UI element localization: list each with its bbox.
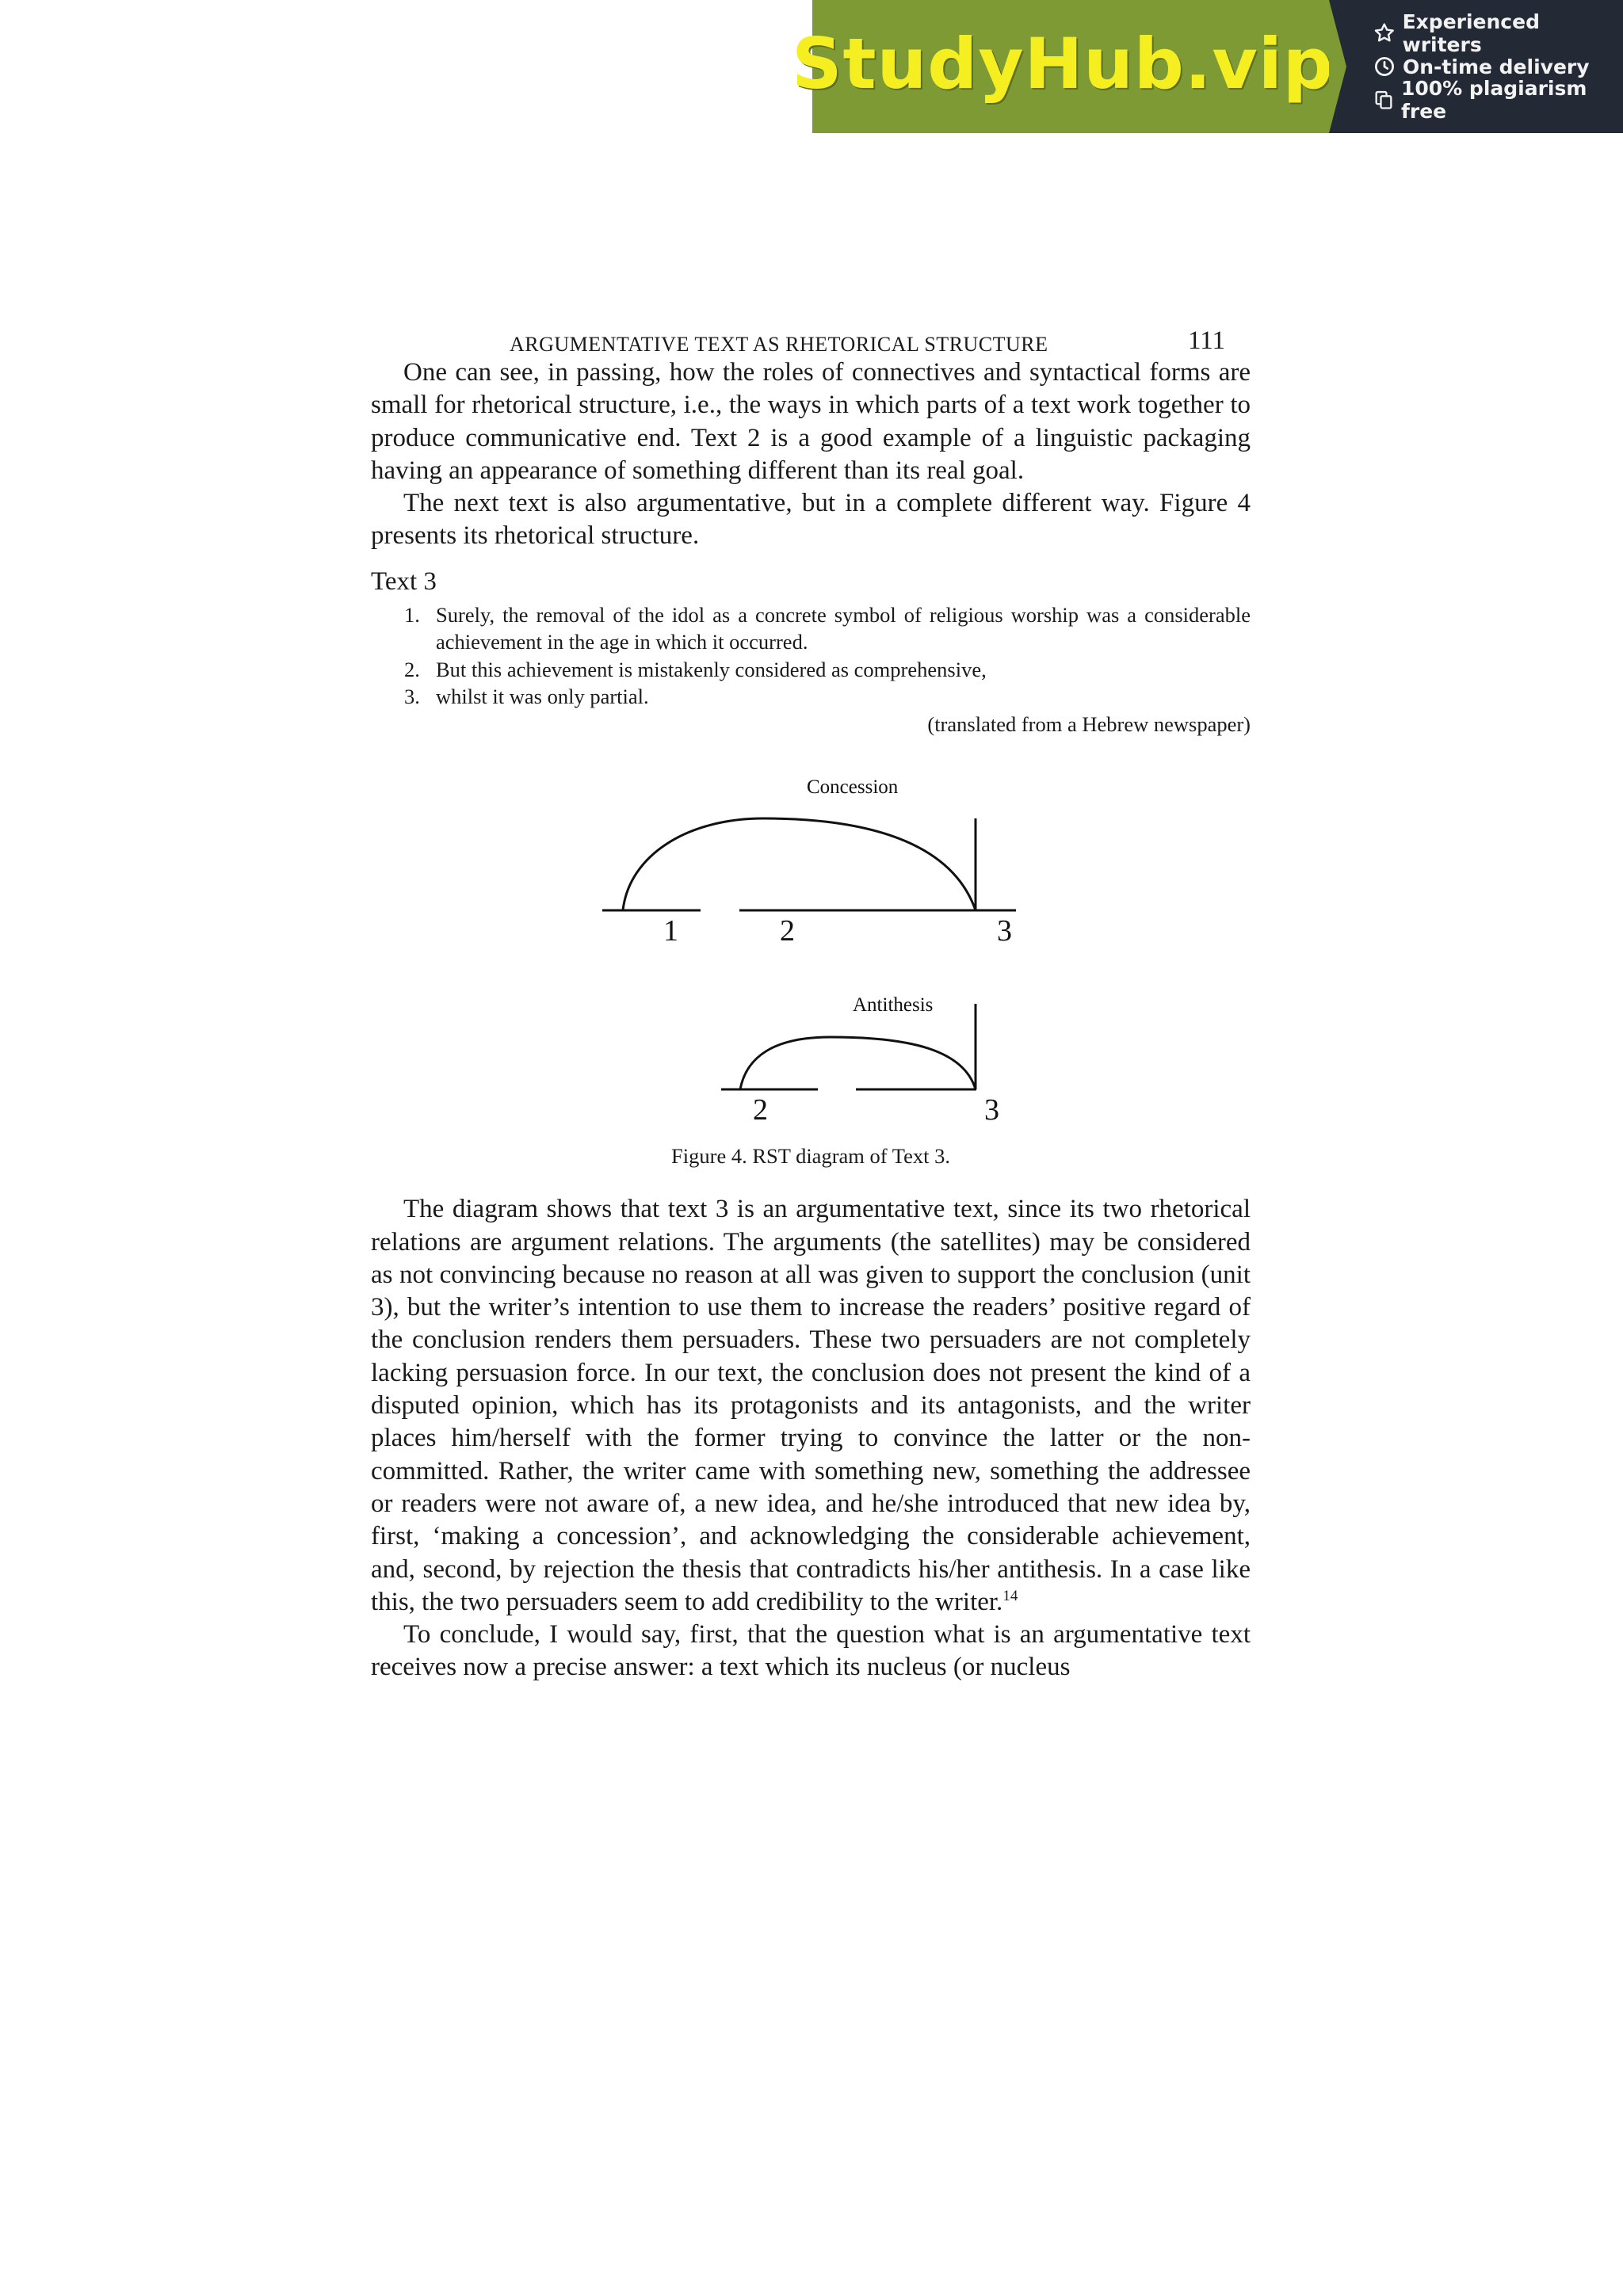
text3-unit bbox=[371, 656, 1251, 684]
text3-unit bbox=[371, 601, 1251, 656]
copy-icon bbox=[1373, 88, 1395, 112]
unit-number: 1. bbox=[404, 602, 420, 627]
concession-arc bbox=[623, 818, 976, 910]
paragraph bbox=[371, 1193, 1251, 1619]
unit-text: whilst it was only partial. bbox=[436, 685, 649, 709]
unit-label-2-bottom: 2 bbox=[753, 1093, 768, 1127]
unit-number: 3. bbox=[404, 685, 420, 709]
antithesis-label: Antithesis bbox=[853, 994, 934, 1016]
studyhub-logo[interactable]: StudyHub.vip bbox=[792, 22, 1334, 105]
feature-label: Experienced writers bbox=[1402, 10, 1540, 56]
paragraph: The next text is also argumentative, but in a complete different way. Figure 4 presents its rhetorical structure. bbox=[371, 489, 1251, 551]
text3-heading: Text 3 bbox=[371, 566, 437, 596]
unit-label-2: 2 bbox=[780, 914, 795, 948]
feature-experienced-writers bbox=[1373, 10, 1623, 56]
figure-caption: Figure 4. RST diagram of Text 3. bbox=[671, 1144, 950, 1169]
text3-unit bbox=[371, 683, 1251, 711]
concession-label: Concession bbox=[807, 776, 899, 799]
text3-units bbox=[371, 601, 1251, 711]
paragraph-text: The diagram shows that text 3 is an argumentative text, since its two rhetorical relations are argument relations. The arguments (the satellites) may be considered as not convincing because no reason at all was given to support the conclusion (unit 3), but the writer’s intention to use them to increase the readers’ positive regard of the conclusion renders them persuaders. These two persuaders are not completely lacking persuasion force. In our text, the conclusion does not present the kind of a disputed opinion, which has its protagonists and its antagonists, and the writer places him/herself with the former trying to convince the latter or the non-committed. Rather, the writer came with something new, something the addressee or readers were not aware of, a new idea, and he/she introduced that new idea by, first, ‘making a concession’, and acknowledging the considerable achievement, and, second, by rejection the thesis that contradicts his/her antithesis. In a case like this, the two persuaders seem to add credibility to the writer. bbox=[371, 1195, 1251, 1616]
feature-plagiarism-free bbox=[1373, 77, 1623, 123]
footnote-ref[interactable]: 14 bbox=[1002, 1587, 1018, 1604]
running-header bbox=[371, 317, 1251, 357]
unit-label-1: 1 bbox=[663, 914, 678, 948]
rst-diagram-figure bbox=[371, 746, 1251, 1193]
feature-label: 100% plagiarism free bbox=[1400, 77, 1587, 123]
document-page bbox=[371, 317, 1251, 1684]
rst-diagram bbox=[371, 746, 1251, 1142]
page-number: 111 bbox=[1187, 326, 1225, 355]
paragraph: To conclude, I would say, first, that the question what is an argumentative text receives now a precise answer: a text which its nucleus (or nucleus bbox=[371, 1620, 1251, 1682]
feature-label: On-time delivery bbox=[1403, 55, 1590, 78]
studyhub-banner[interactable] bbox=[792, 0, 1623, 133]
unit-number: 2. bbox=[404, 657, 420, 681]
running-title: ARGUMENTATIVE TEXT AS RHETORICAL STRUCTURE bbox=[510, 333, 1048, 356]
paragraph: One can see, in passing, how the roles of connectives and syntactical forms are small for rhetorical structure, i.e., the ways in which parts of a text work together to produce communicative end. Text 2 is a good example of a linguistic packaging having an appearance of something different than its real goal. bbox=[371, 358, 1251, 485]
antithesis-arc bbox=[740, 1037, 976, 1089]
brand-panel bbox=[792, 0, 1334, 133]
star-icon bbox=[1373, 21, 1396, 45]
body-after-figure bbox=[371, 1193, 1251, 1684]
clock-icon bbox=[1373, 55, 1396, 78]
unit-label-3: 3 bbox=[997, 914, 1012, 948]
unit-label-3-bottom: 3 bbox=[984, 1093, 999, 1127]
unit-text: Surely, the removal of the idol as a concrete symbol of religious worship was a considerable achievement in the age in which it occurred. bbox=[436, 602, 1251, 654]
feature-list bbox=[1329, 0, 1623, 133]
unit-text: But this achievement is mistakenly considered as comprehensive, bbox=[436, 657, 987, 681]
text3-source: (translated from a Hebrew newspaper) bbox=[927, 711, 1251, 736]
